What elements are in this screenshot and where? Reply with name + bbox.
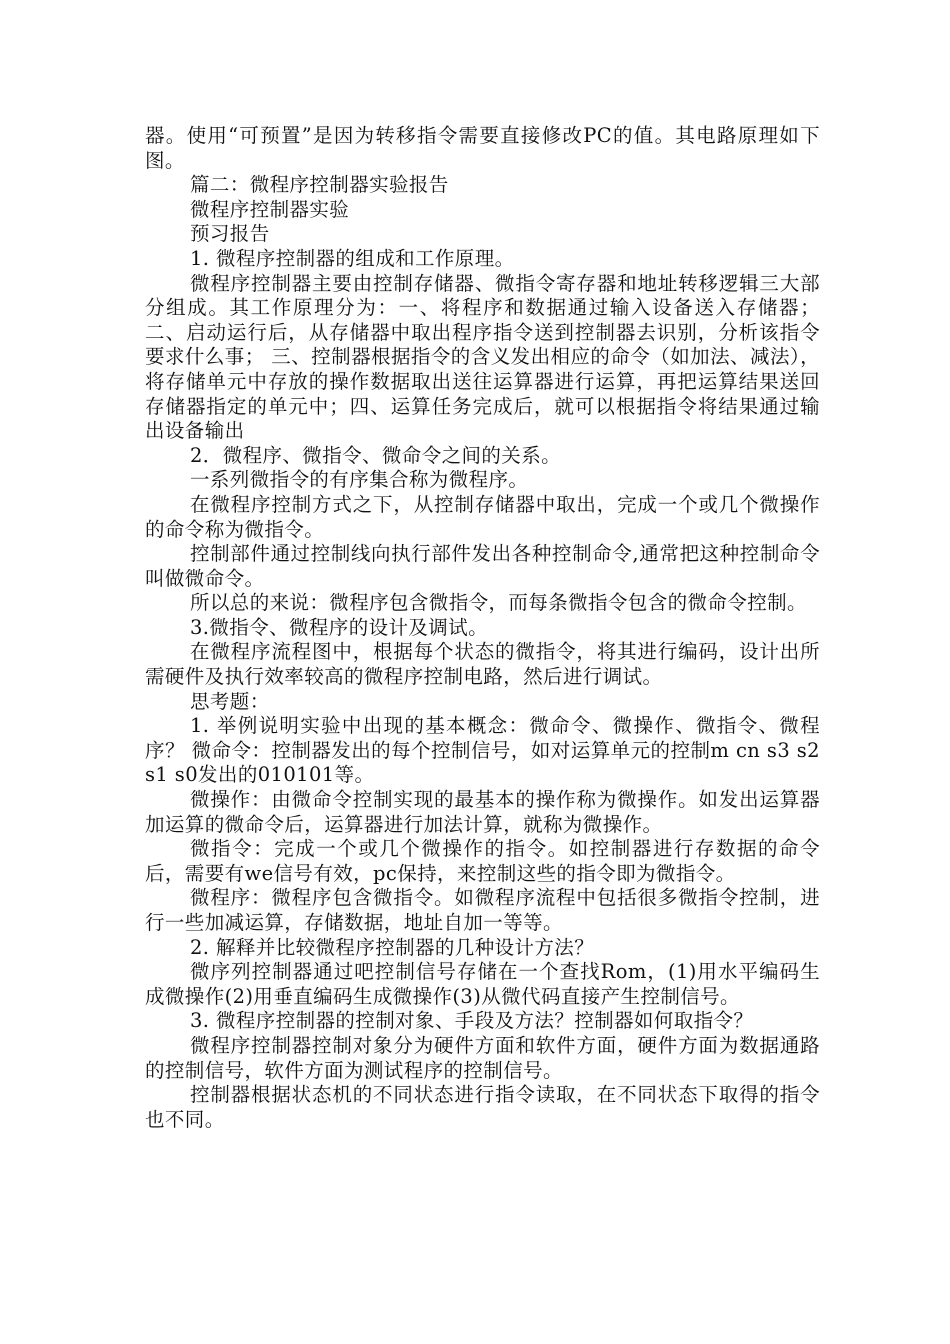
paragraph: 控制部件通过控制线向执行部件发出各种控制命令,通常把这种控制命令叫做微命令。 [145, 542, 820, 590]
paragraph: 在微程序流程图中，根据每个状态的微指令，将其进行编码，设计出所需硬件及执行效率较高的微程序控制电路，然后进行调试。 [145, 640, 820, 689]
paragraph: 控制器根据状态机的不同状态进行指令读取，在不同状态下取得的指令也不同。 [145, 1083, 820, 1131]
paragraph: 3.微指令、微程序的设计及调试。 [190, 615, 489, 639]
paragraph: 微指令：完成一个或几个微操作的指令。如控制器进行存数据的命令后，需要有we信号有效，pc保持，来控制这些的指令即为微指令。 [145, 837, 820, 885]
paragraph: 一系列微指令的有序集合称为微程序。 [190, 468, 529, 492]
paragraph: 1. 举例说明实验中出现的基本概念：微命令、微操作、微指令、微程序？ 微命令：控制器发出的每个控制信号，如对运算单元的控制m cn s3 s2 s1 s0发出的010101等。 [145, 714, 820, 787]
document-body [145, 124, 820, 1132]
paragraph: 3. 微程序控制器的控制对象、手段及方法？控制器如何取指令？ [190, 1009, 754, 1033]
paragraph: 篇二：微程序控制器实验报告 [190, 173, 449, 197]
paragraph: 预习报告 [190, 222, 270, 246]
paragraph: 1. 微程序控制器的组成和工作原理。 [190, 246, 515, 270]
paragraph: 思考题： [190, 689, 270, 713]
paragraph: 微程序：微程序包含微指令。如微程序流程中包括很多微指令控制，进行一些加减运算，存储数据，地址自加一等等。 [145, 886, 820, 934]
paragraph: 微程序控制器实验 [190, 197, 350, 221]
paragraph: 器。使用“可预置”是因为转移指令需要直接修改PC的值。其电路原理如下图。 [145, 124, 820, 172]
paragraph: 2．微程序、微指令、微命令之间的关系。 [190, 443, 562, 467]
paragraph: 微操作：由微命令控制实现的最基本的操作称为微操作。如发出运算器加运算的微命令后，运算器进行加法计算，就称为微操作。 [145, 788, 820, 836]
paragraph: 所以总的来说：微程序包含微指令，而每条微指令包含的微命令控制。 [190, 591, 807, 615]
paragraph: 在微程序控制方式之下，从控制存储器中取出，完成一个或几个微操作的命令称为微指令。 [145, 492, 820, 541]
paragraph: 微程序控制器主要由控制存储器、微指令寄存器和地址转移逻辑三大部分组成。其工作原理分为：一、将程序和数据通过输入设备送入存储器； 二、启动运行后，从存储器中取出程序指令送到控制器去识别，分析该指令要求什么事； 三、控制器根据指令的含义发出相应的命令（如加法、减法），将存储单元中存放的操作数据取出送往运算器进行运算，再把运算结果送回存储器指定的单元中；四、运算任务完成后，就可以根据指令将结果通过输出设备输出 [145, 271, 820, 443]
paragraph: 微程序控制器控制对象分为硬件方面和软件方面，硬件方面为数据通路的控制信号，软件方面为测试程序的控制信号。 [145, 1033, 820, 1082]
paragraph: 2. 解释并比较微程序控制器的几种设计方法？ [190, 935, 595, 959]
paragraph: 微序列控制器通过吧控制信号存储在一个查找Rom，(1)用水平编码生成微操作(2)用垂直编码生成微操作(3)从微代码直接产生控制信号。 [145, 960, 820, 1008]
